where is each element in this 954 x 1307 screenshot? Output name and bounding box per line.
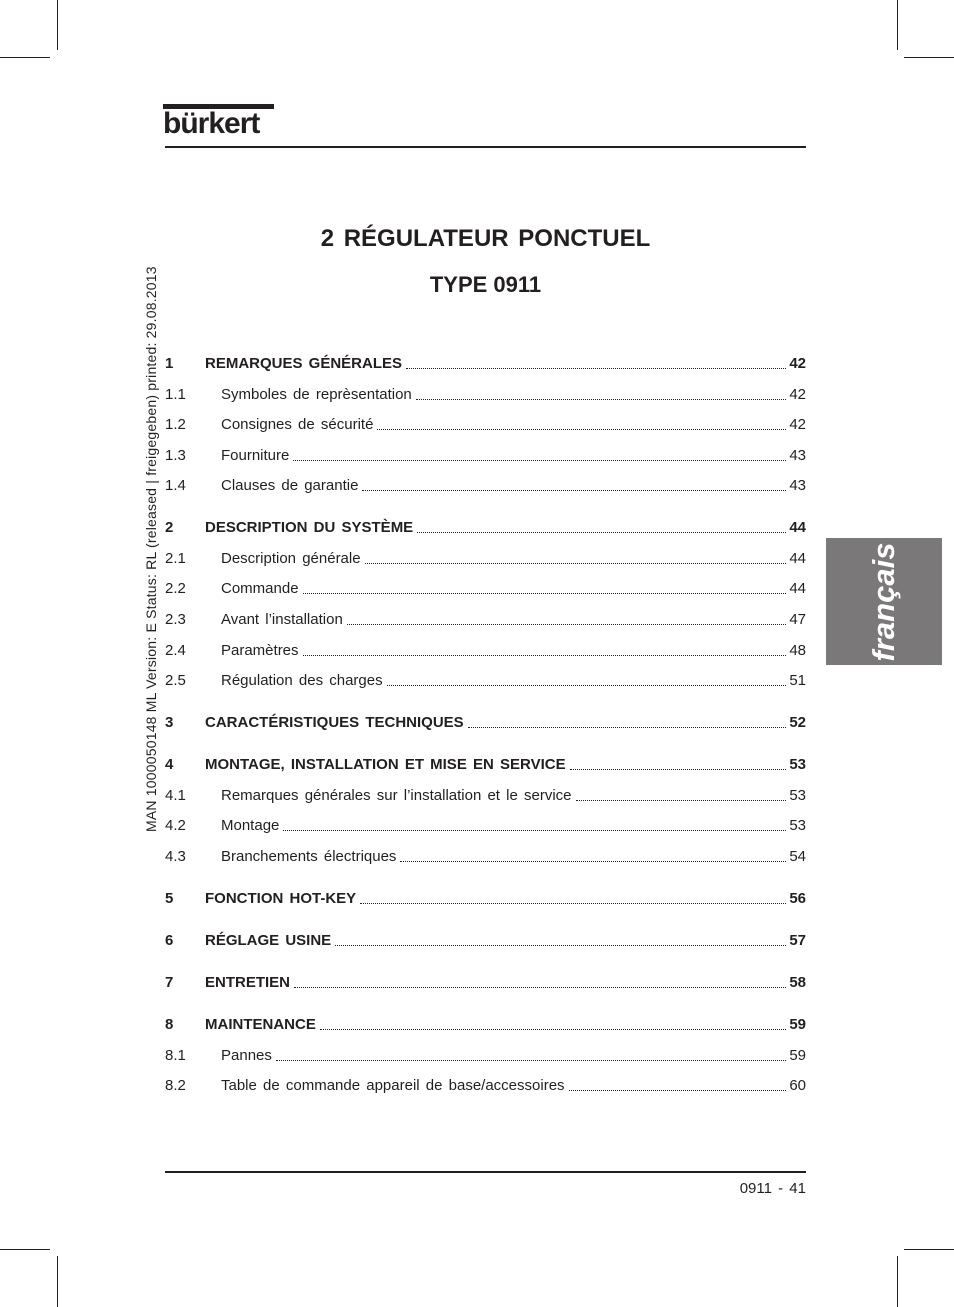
toc-entry-page: 59: [789, 1047, 806, 1064]
toc-entry-number: 4.3: [165, 848, 186, 865]
crop-mark: [0, 1249, 50, 1250]
crop-mark: [897, 0, 898, 50]
toc-entry[interactable]: [165, 887, 806, 911]
toc-entry-title: ENTRETIEN: [205, 974, 291, 991]
toc-entry-title: MAINTENANCE: [205, 1016, 316, 1033]
footer-page-number: 0911 - 41: [739, 1180, 806, 1197]
toc-dot-leader: [276, 1044, 786, 1061]
toc-entry[interactable]: [165, 474, 806, 498]
toc-entry-page: 43: [789, 447, 806, 464]
toc-dot-leader: [365, 547, 787, 564]
toc-entry[interactable]: [165, 413, 806, 437]
page-subtitle: TYPE 0911: [429, 272, 542, 297]
toc-entry[interactable]: [165, 444, 806, 468]
toc-entry-title: Branchements électriques: [221, 848, 397, 865]
toc-entry-number: 5: [165, 890, 174, 907]
toc-entry-page: 43: [789, 477, 806, 494]
toc-dot-leader: [347, 608, 787, 625]
toc-entry-title: Commande: [221, 580, 299, 597]
toc-entry-title: Régulation des charges: [221, 672, 383, 689]
toc-entry-number: 8: [165, 1016, 174, 1033]
toc-dot-leader: [416, 383, 787, 400]
toc-entry-title: Pannes: [221, 1047, 272, 1064]
toc-entry-page: 44: [789, 580, 806, 597]
toc-dot-leader: [387, 669, 787, 686]
toc-dot-leader: [303, 639, 787, 656]
crop-mark: [0, 57, 50, 58]
toc-dot-leader: [576, 784, 787, 801]
toc-dot-leader: [335, 929, 786, 946]
toc-entry-number: 2.5: [165, 672, 186, 689]
toc-entry-number: 2.2: [165, 580, 186, 597]
toc-entry[interactable]: [165, 577, 806, 601]
toc-entry-number: 4.2: [165, 817, 186, 834]
toc-entry-number: 2.4: [165, 642, 186, 659]
toc-entry-number: 2.3: [165, 611, 186, 628]
language-tab-label: français: [866, 542, 901, 661]
crop-mark: [57, 1256, 58, 1307]
toc-entry-title: DESCRIPTION DU SYSTÈME: [205, 519, 414, 536]
toc-dot-leader: [283, 814, 786, 831]
toc-entry-number: 1.2: [165, 416, 186, 433]
toc-entry-title: Table de commande appareil de base/accessoires: [221, 1077, 565, 1094]
toc-entry[interactable]: [165, 608, 806, 632]
toc-entry-title: Montage: [221, 817, 280, 834]
toc-entry[interactable]: [165, 547, 806, 571]
toc-entry[interactable]: [165, 383, 806, 407]
toc-entry-title: Description générale: [221, 550, 361, 567]
toc-dot-leader: [406, 352, 786, 369]
toc-entry-number: 4.1: [165, 787, 186, 804]
toc-dot-leader: [569, 1074, 787, 1091]
toc-entry-number: 4: [165, 756, 174, 773]
toc-entry[interactable]: [165, 1013, 806, 1037]
toc-entry[interactable]: [165, 711, 806, 735]
toc-entry[interactable]: [165, 516, 806, 540]
document-status-note: MAN 1000050148 ML Version: E Status: RL (released | freigegeben) printed: 29.08.2013: [143, 266, 159, 832]
toc-entry-page: 51: [789, 672, 806, 689]
toc-entry-page: 52: [789, 714, 806, 731]
page-title: 2 RÉGULATEUR PONCTUEL: [320, 225, 651, 252]
toc-entry[interactable]: [165, 1074, 806, 1098]
toc-entry-title: Fourniture: [221, 447, 290, 464]
toc-entry[interactable]: [165, 352, 806, 376]
footer-rule: [165, 1171, 806, 1173]
toc-entry-title: Paramètres: [221, 642, 299, 659]
toc-entry[interactable]: [165, 929, 806, 953]
toc-entry-page: 56: [789, 890, 806, 907]
toc-entry-title: Symboles de reprèsentation: [221, 386, 412, 403]
header-rule: [165, 146, 806, 148]
toc-entry[interactable]: [165, 971, 806, 995]
toc-entry-page: 44: [789, 519, 806, 536]
toc-dot-leader: [360, 887, 786, 904]
toc-entry[interactable]: [165, 1044, 806, 1068]
toc-entry-page: 48: [789, 642, 806, 659]
toc-dot-leader: [417, 516, 786, 533]
toc-entry-number: 1: [165, 355, 174, 372]
toc-entry-page: 53: [789, 756, 806, 773]
toc-entry-number: 1.1: [165, 386, 186, 403]
logo-text: bürkert: [163, 107, 260, 140]
toc-entry-page: 54: [789, 848, 806, 865]
toc-entry-page: 42: [789, 386, 806, 403]
toc-dot-leader: [320, 1013, 786, 1030]
toc-entry-title: MONTAGE, INSTALLATION ET MISE EN SERVICE: [205, 756, 566, 773]
toc-entry[interactable]: [165, 669, 806, 693]
toc-dot-leader: [293, 444, 786, 461]
toc-entry-number: 8.2: [165, 1077, 186, 1094]
toc-entry-page: 42: [789, 416, 806, 433]
toc-entry-page: 53: [789, 817, 806, 834]
toc-entry-number: 1.4: [165, 477, 186, 494]
crop-mark: [904, 1249, 954, 1250]
toc-dot-leader: [362, 474, 786, 491]
toc-entry-number: 2.1: [165, 550, 186, 567]
toc-entry-number: 7: [165, 974, 174, 991]
toc-entry-page: 44: [789, 550, 806, 567]
toc-entry-page: 42: [789, 355, 806, 372]
toc-entry[interactable]: [165, 639, 806, 663]
toc-entry-page: 60: [789, 1077, 806, 1094]
toc-entry-title: Clauses de garantie: [221, 477, 359, 494]
toc-entry-title: CARACTÉRISTIQUES TECHNIQUES: [205, 714, 464, 731]
toc-entry-number: 6: [165, 932, 174, 949]
toc-entry-page: 53: [789, 787, 806, 804]
toc-dot-leader: [303, 577, 787, 594]
toc-entry-title: REMARQUES GÉNÉRALES: [205, 355, 403, 372]
crop-mark: [897, 1256, 898, 1307]
toc-entry-title: FONCTION HOT-KEY: [205, 890, 357, 907]
toc-dot-leader: [468, 711, 787, 728]
toc-entry-number: 8.1: [165, 1047, 186, 1064]
toc-entry-page: 59: [789, 1016, 806, 1033]
toc-entry-number: 1.3: [165, 447, 186, 464]
toc-entry[interactable]: [165, 753, 806, 777]
toc-dot-leader: [400, 845, 786, 862]
toc-entry-title: Avant l’installation: [221, 611, 343, 628]
toc-dot-leader: [377, 413, 786, 430]
toc-entry-page: 58: [789, 974, 806, 991]
toc-entry-page: 47: [789, 611, 806, 628]
toc-entry-title: RÉGLAGE USINE: [205, 932, 332, 949]
crop-mark: [57, 0, 58, 50]
toc-entry-page: 57: [789, 932, 806, 949]
toc-entry-number: 2: [165, 519, 174, 536]
toc-entry-title: Consignes de sécurité: [221, 416, 374, 433]
toc-dot-leader: [570, 753, 787, 770]
toc-entry-number: 3: [165, 714, 174, 731]
language-tab: [826, 538, 942, 665]
toc-entry[interactable]: [165, 814, 806, 838]
toc-dot-leader: [294, 971, 786, 988]
toc-entry-title: Remarques générales sur l’installation et le service: [221, 787, 572, 804]
burkert-logo: [163, 104, 275, 140]
toc-entry[interactable]: [165, 845, 806, 869]
toc-entry[interactable]: [165, 784, 806, 808]
crop-mark: [904, 57, 954, 58]
